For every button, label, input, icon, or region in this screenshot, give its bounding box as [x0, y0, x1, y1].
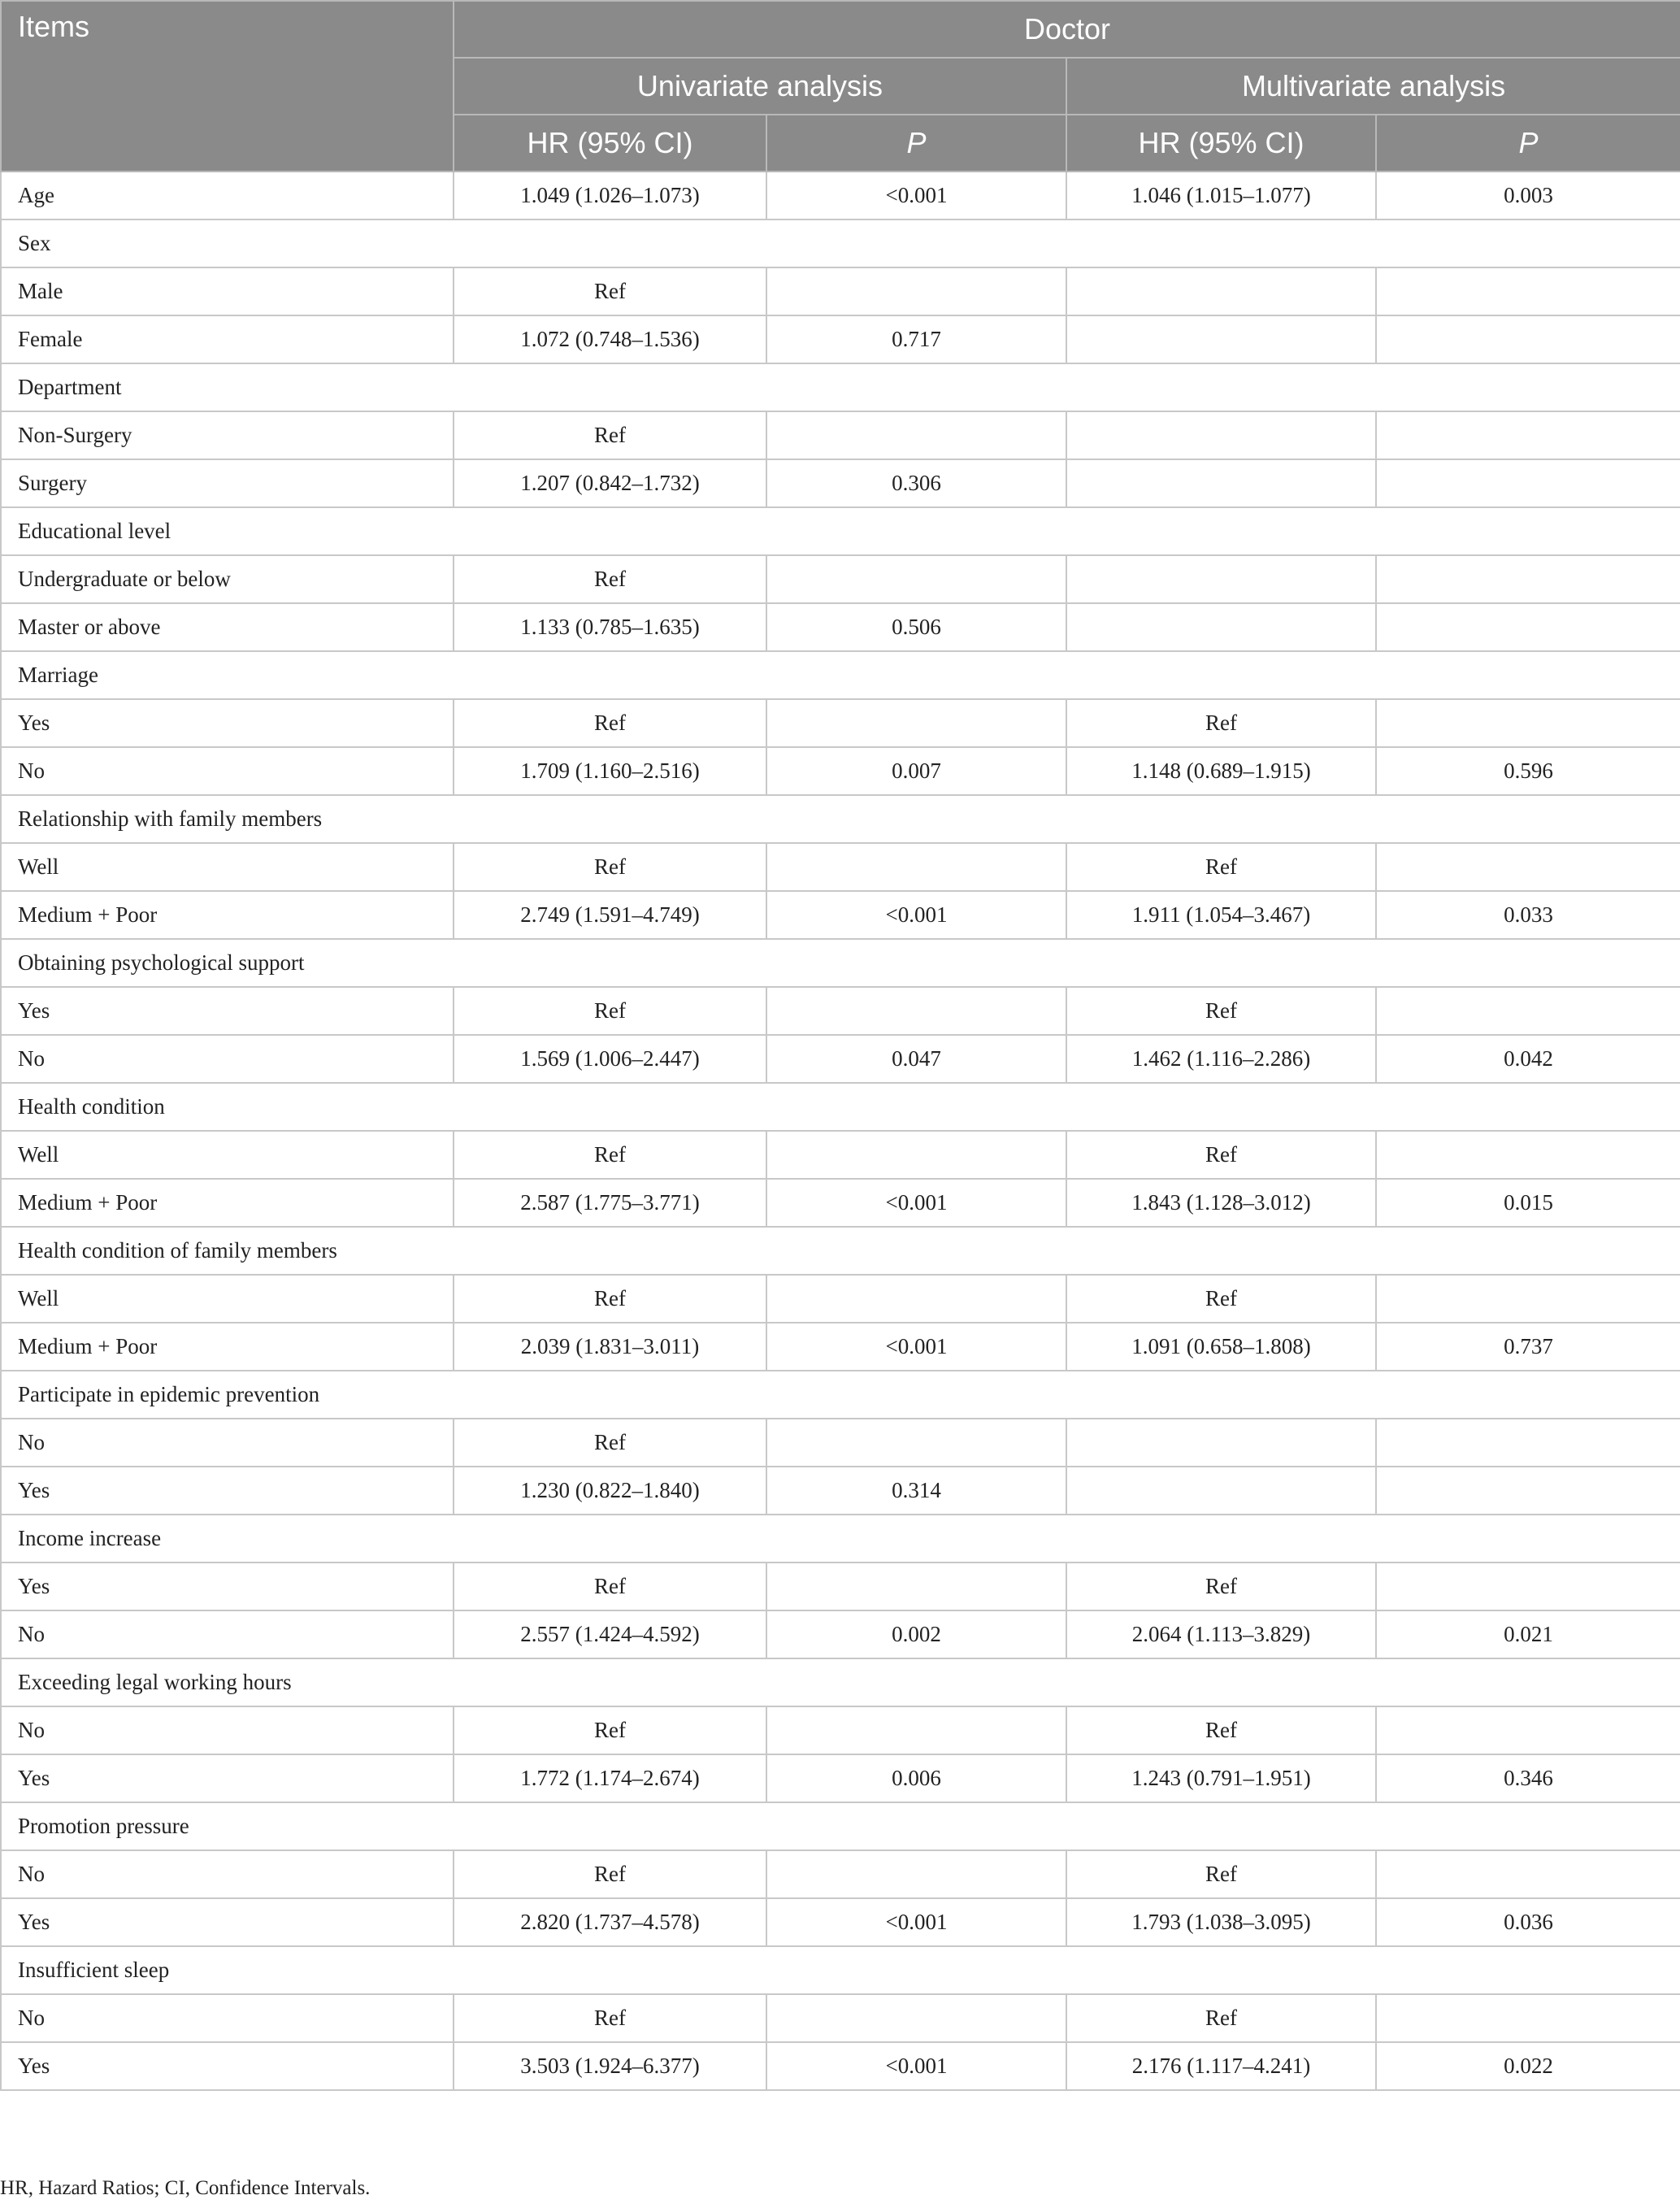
univariate-p-cell: [766, 987, 1066, 1035]
table-row: [1, 603, 1680, 651]
multivariate-analysis-header: Multivariate analysis: [1066, 58, 1680, 115]
univariate-hr-cell: 2.749 (1.591–4.749): [454, 891, 766, 939]
univariate-hr-cell: Ref: [454, 1850, 766, 1898]
multivariate-hr-cell: 1.091 (0.658–1.808): [1066, 1323, 1376, 1371]
multivariate-hr-cell: 1.243 (0.791–1.951): [1066, 1754, 1376, 1802]
multivariate-hr-cell: [1066, 459, 1376, 507]
multivariate-p-cell: [1376, 1419, 1680, 1467]
row-label: Well: [1, 1131, 454, 1179]
univariate-hr-cell: 1.049 (1.026–1.073): [454, 172, 766, 219]
multivariate-hr-cell: Ref: [1066, 1994, 1376, 2042]
multivariate-hr-cell: Ref: [1066, 1706, 1376, 1754]
group-label: Department: [1, 363, 1680, 411]
table-row: [1, 411, 1680, 459]
univariate-p-cell: [766, 699, 1066, 747]
univariate-p-cell: <0.001: [766, 2042, 1066, 2090]
table-footnote: HR, Hazard Ratios; CI, Confidence Intervals.: [0, 2177, 371, 2199]
univariate-hr-header: HR (95% CI): [454, 115, 766, 172]
group-label: Health condition of family members: [1, 1227, 1680, 1275]
row-label: No: [1, 747, 454, 795]
multivariate-p-cell: [1376, 603, 1680, 651]
row-label: Yes: [1, 1898, 454, 1946]
univariate-hr-cell: 1.072 (0.748–1.536): [454, 315, 766, 363]
multivariate-hr-cell: [1066, 411, 1376, 459]
table-row: [1, 267, 1680, 315]
row-label: Yes: [1, 2042, 454, 2090]
table-row: [1, 1467, 1680, 1515]
univariate-p-cell: [766, 1994, 1066, 2042]
group-label: Health condition: [1, 1083, 1680, 1131]
univariate-hr-cell: Ref: [454, 1706, 766, 1754]
univariate-hr-cell: 1.569 (1.006–2.447): [454, 1035, 766, 1083]
multivariate-p-cell: [1376, 1467, 1680, 1515]
table-group-row: [1, 939, 1680, 987]
univariate-p-cell: <0.001: [766, 172, 1066, 219]
univariate-hr-cell: Ref: [454, 1275, 766, 1323]
row-label: Master or above: [1, 603, 454, 651]
table-row: [1, 1706, 1680, 1754]
table-group-row: [1, 1658, 1680, 1706]
multivariate-p-cell: 0.015: [1376, 1179, 1680, 1227]
table-row: [1, 1898, 1680, 1946]
univariate-hr-cell: 1.230 (0.822–1.840): [454, 1467, 766, 1515]
multivariate-p-cell: 0.036: [1376, 1898, 1680, 1946]
doctor-group-header: Doctor: [454, 1, 1680, 58]
row-label: Medium + Poor: [1, 891, 454, 939]
group-label: Participate in epidemic prevention: [1, 1371, 1680, 1419]
multivariate-hr-cell: [1066, 603, 1376, 651]
multivariate-p-cell: 0.596: [1376, 747, 1680, 795]
row-label: Non-Surgery: [1, 411, 454, 459]
row-label: Male: [1, 267, 454, 315]
univariate-p-cell: [766, 267, 1066, 315]
row-label: No: [1, 1850, 454, 1898]
table-group-row: [1, 1946, 1680, 1994]
table-group-row: [1, 219, 1680, 267]
table-row: [1, 843, 1680, 891]
univariate-p-cell: 0.717: [766, 315, 1066, 363]
table-group-row: [1, 507, 1680, 555]
group-label: Promotion pressure: [1, 1802, 1680, 1850]
univariate-hr-cell: Ref: [454, 843, 766, 891]
table-row: [1, 1754, 1680, 1802]
univariate-hr-cell: Ref: [454, 987, 766, 1035]
multivariate-p-header: P: [1376, 115, 1680, 172]
table-row: [1, 1323, 1680, 1371]
multivariate-hr-cell: Ref: [1066, 1563, 1376, 1610]
univariate-hr-cell: Ref: [454, 1563, 766, 1610]
multivariate-p-cell: [1376, 315, 1680, 363]
table-header: [1, 1, 1680, 172]
multivariate-hr-cell: Ref: [1066, 1850, 1376, 1898]
multivariate-p-cell: 0.737: [1376, 1323, 1680, 1371]
multivariate-hr-cell: Ref: [1066, 987, 1376, 1035]
univariate-p-cell: 0.006: [766, 1754, 1066, 1802]
group-label: Obtaining psychological support: [1, 939, 1680, 987]
univariate-p-header: P: [766, 115, 1066, 172]
univariate-p-cell: 0.306: [766, 459, 1066, 507]
row-label: Undergraduate or below: [1, 555, 454, 603]
table-row: [1, 1035, 1680, 1083]
multivariate-p-cell: [1376, 1706, 1680, 1754]
table-body: [1, 172, 1680, 2090]
multivariate-p-cell: 0.346: [1376, 1754, 1680, 1802]
table-row: [1, 172, 1680, 219]
table-row: [1, 2042, 1680, 2090]
univariate-hr-cell: Ref: [454, 1131, 766, 1179]
row-label: No: [1, 1610, 454, 1658]
table-group-row: [1, 1371, 1680, 1419]
univariate-hr-cell: Ref: [454, 411, 766, 459]
items-column-header: Items: [1, 1, 454, 172]
univariate-hr-cell: 3.503 (1.924–6.377): [454, 2042, 766, 2090]
multivariate-p-cell: [1376, 1131, 1680, 1179]
univariate-p-cell: 0.007: [766, 747, 1066, 795]
multivariate-p-cell: [1376, 459, 1680, 507]
multivariate-p-cell: [1376, 1994, 1680, 2042]
multivariate-hr-cell: 1.462 (1.116–2.286): [1066, 1035, 1376, 1083]
univariate-hr-cell: 2.587 (1.775–3.771): [454, 1179, 766, 1227]
univariate-hr-cell: 2.039 (1.831–3.011): [454, 1323, 766, 1371]
univariate-hr-cell: 2.557 (1.424–4.592): [454, 1610, 766, 1658]
table-row: [1, 1994, 1680, 2042]
univariate-hr-cell: Ref: [454, 555, 766, 603]
table-row: [1, 1419, 1680, 1467]
multivariate-hr-cell: 1.843 (1.128–3.012): [1066, 1179, 1376, 1227]
multivariate-p-cell: 0.021: [1376, 1610, 1680, 1658]
table-row: [1, 1610, 1680, 1658]
univariate-hr-cell: 1.772 (1.174–2.674): [454, 1754, 766, 1802]
univariate-p-cell: [766, 843, 1066, 891]
table-row: [1, 1563, 1680, 1610]
table-row: [1, 1179, 1680, 1227]
row-label: Age: [1, 172, 454, 219]
row-label: No: [1, 1035, 454, 1083]
row-label: Yes: [1, 699, 454, 747]
group-label: Insufficient sleep: [1, 1946, 1680, 1994]
univariate-p-cell: <0.001: [766, 1179, 1066, 1227]
table-row: [1, 987, 1680, 1035]
univariate-p-cell: [766, 411, 1066, 459]
table-row: [1, 459, 1680, 507]
row-label: No: [1, 1419, 454, 1467]
univariate-p-cell: [766, 1419, 1066, 1467]
univariate-hr-cell: Ref: [454, 1994, 766, 2042]
multivariate-p-cell: [1376, 699, 1680, 747]
row-label: Yes: [1, 1467, 454, 1515]
table-row: [1, 699, 1680, 747]
univariate-p-cell: [766, 1131, 1066, 1179]
univariate-hr-cell: 1.207 (0.842–1.732): [454, 459, 766, 507]
multivariate-p-cell: [1376, 267, 1680, 315]
multivariate-hr-cell: [1066, 267, 1376, 315]
multivariate-hr-cell: [1066, 1467, 1376, 1515]
multivariate-hr-cell: 2.064 (1.113–3.829): [1066, 1610, 1376, 1658]
table-group-row: [1, 363, 1680, 411]
table-row: [1, 1275, 1680, 1323]
multivariate-hr-cell: Ref: [1066, 1131, 1376, 1179]
univariate-p-cell: [766, 555, 1066, 603]
multivariate-p-cell: [1376, 411, 1680, 459]
multivariate-hr-cell: [1066, 315, 1376, 363]
multivariate-p-cell: [1376, 987, 1680, 1035]
table-row: [1, 1131, 1680, 1179]
multivariate-hr-cell: 1.046 (1.015–1.077): [1066, 172, 1376, 219]
table-group-row: [1, 1802, 1680, 1850]
univariate-p-cell: [766, 1275, 1066, 1323]
univariate-hr-cell: Ref: [454, 267, 766, 315]
table-group-row: [1, 1083, 1680, 1131]
multivariate-hr-cell: Ref: [1066, 1275, 1376, 1323]
univariate-p-cell: [766, 1706, 1066, 1754]
row-label: Female: [1, 315, 454, 363]
multivariate-hr-cell: Ref: [1066, 843, 1376, 891]
table-row: [1, 315, 1680, 363]
row-label: Well: [1, 843, 454, 891]
group-label: Income increase: [1, 1515, 1680, 1563]
row-label: Medium + Poor: [1, 1179, 454, 1227]
multivariate-p-cell: 0.042: [1376, 1035, 1680, 1083]
univariate-p-cell: <0.001: [766, 1323, 1066, 1371]
row-label: No: [1, 1706, 454, 1754]
univariate-p-cell: 0.506: [766, 603, 1066, 651]
multivariate-hr-cell: 1.148 (0.689–1.915): [1066, 747, 1376, 795]
row-label: Yes: [1, 1563, 454, 1610]
row-label: Surgery: [1, 459, 454, 507]
row-label: Yes: [1, 1754, 454, 1802]
multivariate-p-cell: 0.033: [1376, 891, 1680, 939]
univariate-hr-cell: 1.709 (1.160–2.516): [454, 747, 766, 795]
table-row: [1, 891, 1680, 939]
univariate-hr-cell: Ref: [454, 699, 766, 747]
group-label: Educational level: [1, 507, 1680, 555]
row-label: Yes: [1, 987, 454, 1035]
table-row: [1, 555, 1680, 603]
multivariate-p-cell: 0.003: [1376, 172, 1680, 219]
group-label: Sex: [1, 219, 1680, 267]
multivariate-p-cell: [1376, 1563, 1680, 1610]
multivariate-hr-header: HR (95% CI): [1066, 115, 1376, 172]
group-label: Exceeding legal working hours: [1, 1658, 1680, 1706]
univariate-p-cell: 0.002: [766, 1610, 1066, 1658]
univariate-p-cell: <0.001: [766, 1898, 1066, 1946]
multivariate-hr-cell: 1.911 (1.054–3.467): [1066, 891, 1376, 939]
multivariate-hr-cell: 1.793 (1.038–3.095): [1066, 1898, 1376, 1946]
multivariate-p-cell: [1376, 843, 1680, 891]
table-row: [1, 1850, 1680, 1898]
multivariate-hr-cell: [1066, 1419, 1376, 1467]
multivariate-hr-cell: Ref: [1066, 699, 1376, 747]
univariate-p-cell: <0.001: [766, 891, 1066, 939]
univariate-analysis-header: Univariate analysis: [454, 58, 1066, 115]
table-group-row: [1, 651, 1680, 699]
table-group-row: [1, 795, 1680, 843]
multivariate-hr-cell: [1066, 555, 1376, 603]
univariate-p-cell: 0.047: [766, 1035, 1066, 1083]
table-group-row: [1, 1227, 1680, 1275]
multivariate-p-cell: [1376, 555, 1680, 603]
row-label: Medium + Poor: [1, 1323, 454, 1371]
univariate-hr-cell: 2.820 (1.737–4.578): [454, 1898, 766, 1946]
group-label: Relationship with family members: [1, 795, 1680, 843]
multivariate-p-cell: [1376, 1275, 1680, 1323]
multivariate-p-cell: 0.022: [1376, 2042, 1680, 2090]
univariate-hr-cell: Ref: [454, 1419, 766, 1467]
univariate-p-cell: [766, 1850, 1066, 1898]
univariate-p-cell: 0.314: [766, 1467, 1066, 1515]
univariate-p-cell: [766, 1563, 1066, 1610]
univariate-hr-cell: 1.133 (0.785–1.635): [454, 603, 766, 651]
multivariate-p-cell: [1376, 1850, 1680, 1898]
table-row: [1, 747, 1680, 795]
multivariate-hr-cell: 2.176 (1.117–4.241): [1066, 2042, 1376, 2090]
row-label: No: [1, 1994, 454, 2042]
group-label: Marriage: [1, 651, 1680, 699]
table-group-row: [1, 1515, 1680, 1563]
row-label: Well: [1, 1275, 454, 1323]
